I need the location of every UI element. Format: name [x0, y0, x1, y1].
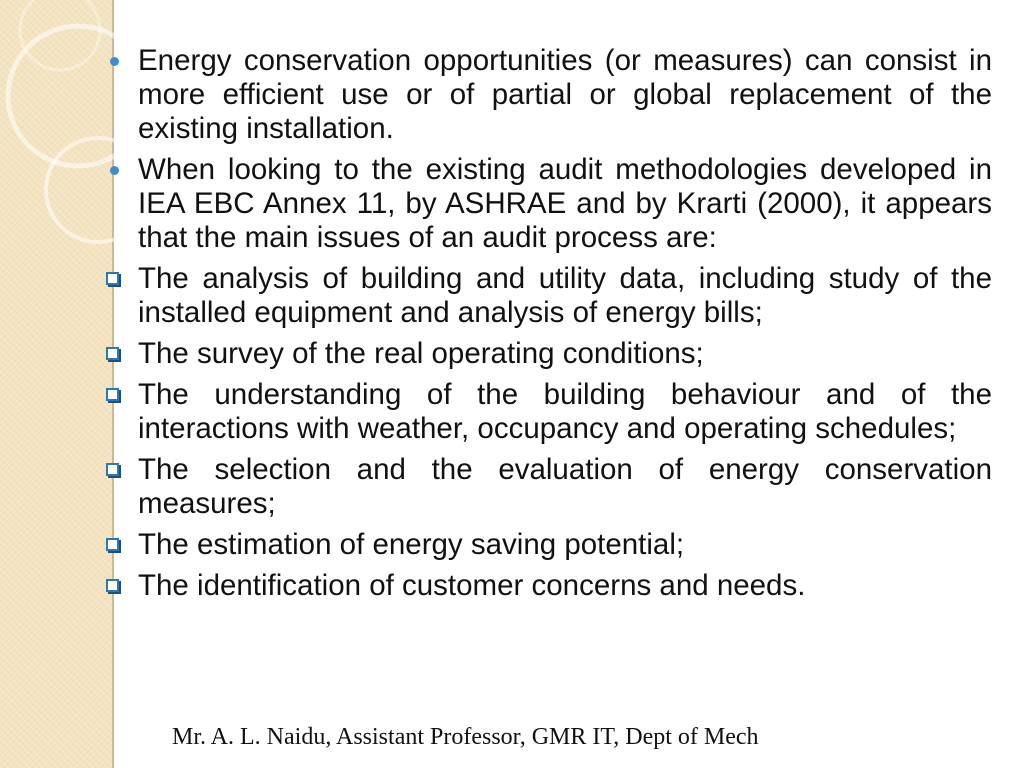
checkbox-item: [104, 262, 992, 330]
bullet-text: Energy conservation opportunities (or measures) can consist in more efficient use or of partial or global replacement of the existing installation.: [138, 44, 992, 145]
checkbox-bullet-icon: [106, 463, 119, 476]
bullet-text: The selection and the evaluation of energy conservation measures;: [138, 453, 992, 520]
bullet-text: The survey of the real operating conditions;: [138, 337, 704, 370]
checkbox-item: [104, 378, 992, 446]
disc-bullet-icon: [110, 57, 119, 66]
slide-footer: Mr. A. L. Naidu, Assistant Professor, GMR IT, Dept of Mech: [172, 724, 759, 750]
decorative-circles: [0, 0, 114, 320]
bullet-text: When looking to the existing audit methodologies developed in IEA EBC Annex 11, by ASHRAE and by Krarti (2000), it appears that the main issues of an audit process are:: [138, 153, 992, 254]
checkbox-item: [104, 453, 992, 521]
bullet-item: [104, 153, 992, 255]
bullet-text: The estimation of energy saving potential;: [138, 528, 685, 561]
checkbox-bullet-icon: [106, 579, 119, 592]
checkbox-item: [104, 569, 992, 603]
checkbox-bullet-icon: [106, 538, 119, 551]
checkbox-item: [104, 337, 992, 371]
checkbox-item: [104, 528, 992, 562]
bullet-item: [104, 44, 992, 146]
bullet-text: The understanding of the building behaviour and of the interactions with weather, occupancy and operating schedules;: [138, 378, 992, 445]
bullet-text: The analysis of building and utility data, including study of the installed equipment and analysis of energy bills;: [138, 262, 992, 329]
slide-content: [104, 44, 992, 603]
checkbox-bullet-icon: [106, 272, 119, 285]
checkbox-bullet-icon: [106, 388, 119, 401]
checkbox-bullet-icon: [106, 347, 119, 360]
disc-bullet-icon: [110, 166, 119, 175]
bullet-text: The identification of customer concerns and needs.: [138, 569, 806, 602]
